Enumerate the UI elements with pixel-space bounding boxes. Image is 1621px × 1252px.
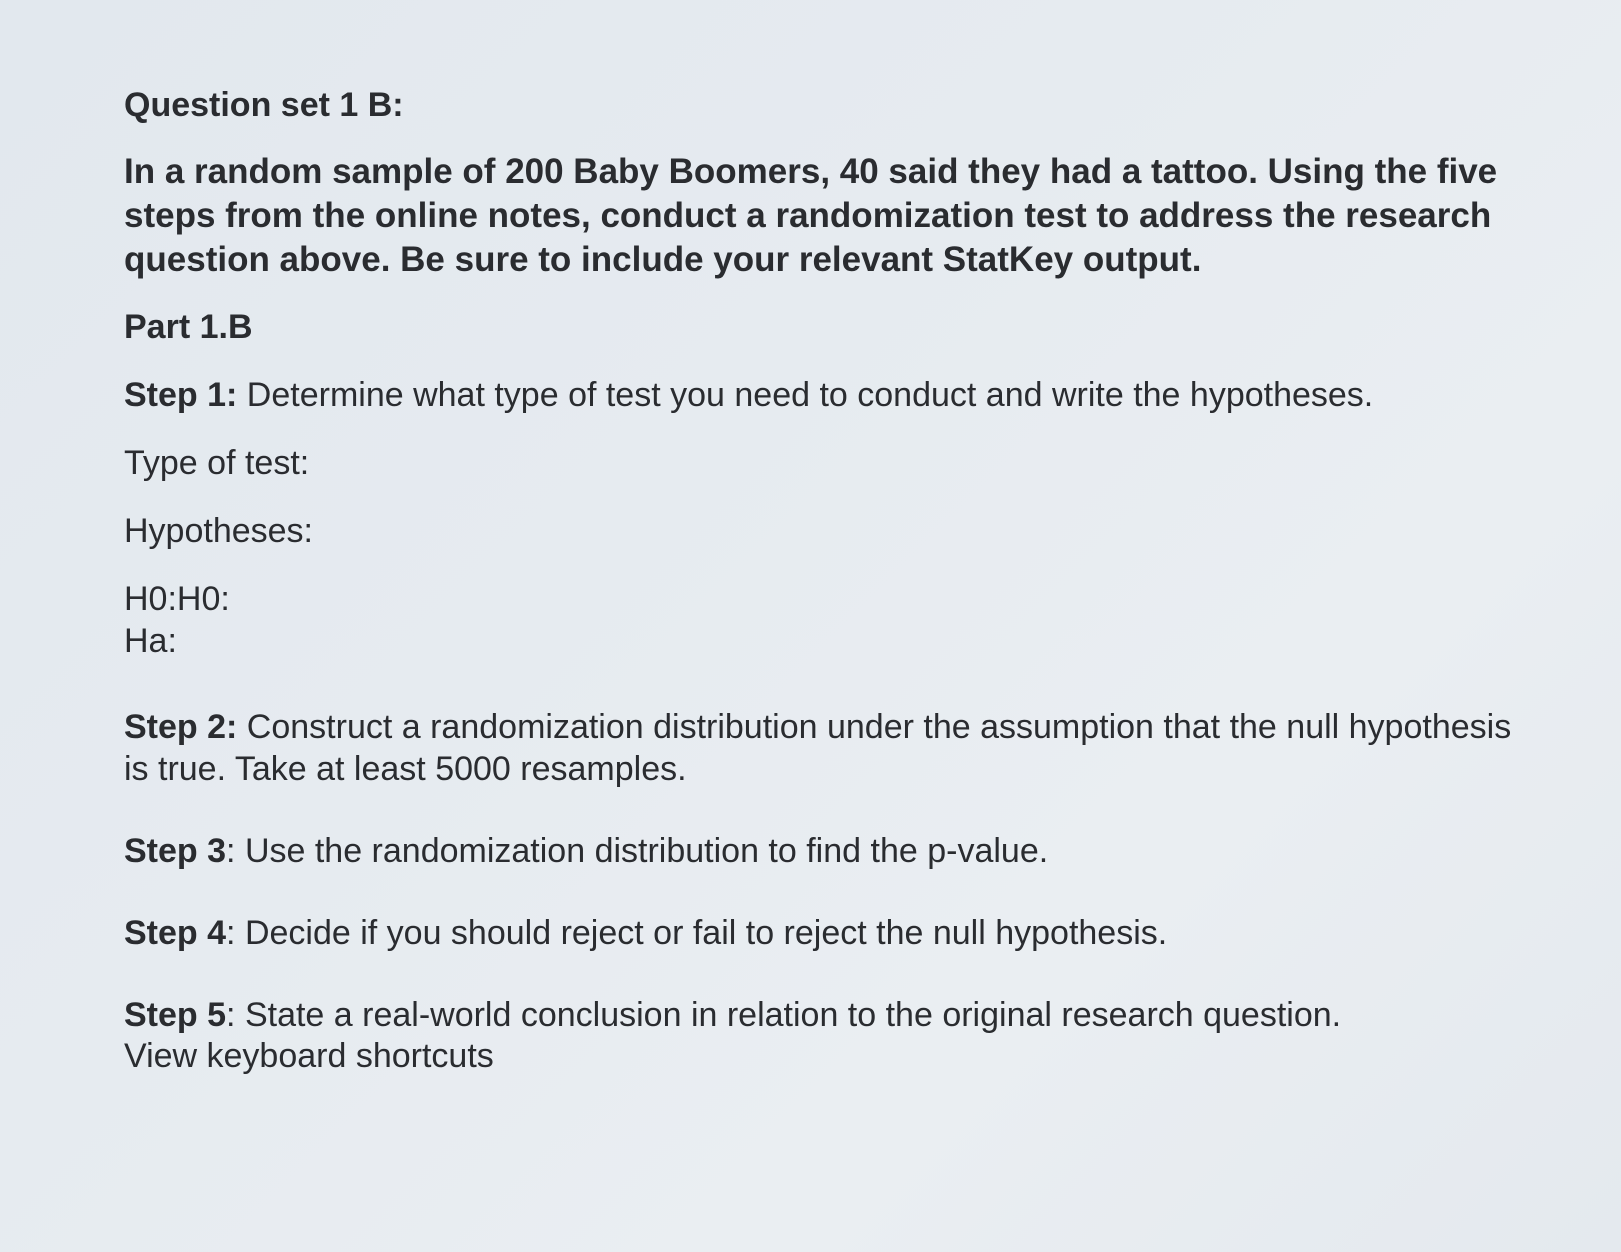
type-of-test-label: Type of test: (124, 444, 310, 482)
step-3-text: : Use the randomization distribution to find the p-value. (226, 832, 1049, 870)
step-1-text: Determine what type of test you need to conduct and write the hypotheses. (237, 376, 1374, 414)
question-document (124, 84, 1514, 1076)
step-1 (124, 374, 1514, 416)
hypotheses-label: Hypotheses: (124, 512, 313, 550)
part-heading: Part 1.B (124, 308, 253, 346)
alternative-hypothesis-label: Ha: (124, 622, 177, 660)
step-5 (124, 994, 1514, 1036)
step-1-label: Step 1: (124, 376, 238, 414)
step-3-label: Step 3 (124, 832, 227, 870)
step-2-label: Step 2: (124, 708, 238, 746)
step-3 (124, 830, 1514, 872)
step-2-text: Construct a randomization distribution under the assumption that the null hypothesis is true. Take at least 5000 resamples. (124, 708, 1512, 788)
question-set-heading: Question set 1 B: (124, 86, 404, 124)
question-intro: In a random sample of 200 Baby Boomers, 40 said they had a tattoo. Using the five steps from the online notes, conduct a randomization test to address the research question above. Be sure to include your relevant StatKey output. (124, 152, 1498, 279)
null-hypothesis-label: H0:H0: (124, 580, 230, 618)
step-4-label: Step 4 (124, 914, 227, 952)
step-4 (124, 912, 1514, 954)
step-4-text: : Decide if you should reject or fail to reject the null hypothesis. (226, 914, 1168, 952)
view-keyboard-shortcuts-link[interactable]: View keyboard shortcuts (124, 1037, 494, 1075)
step-5-text: : State a real-world conclusion in relation to the original research question. (226, 996, 1342, 1034)
step-2 (124, 706, 1514, 790)
step-5-label: Step 5 (124, 996, 227, 1034)
